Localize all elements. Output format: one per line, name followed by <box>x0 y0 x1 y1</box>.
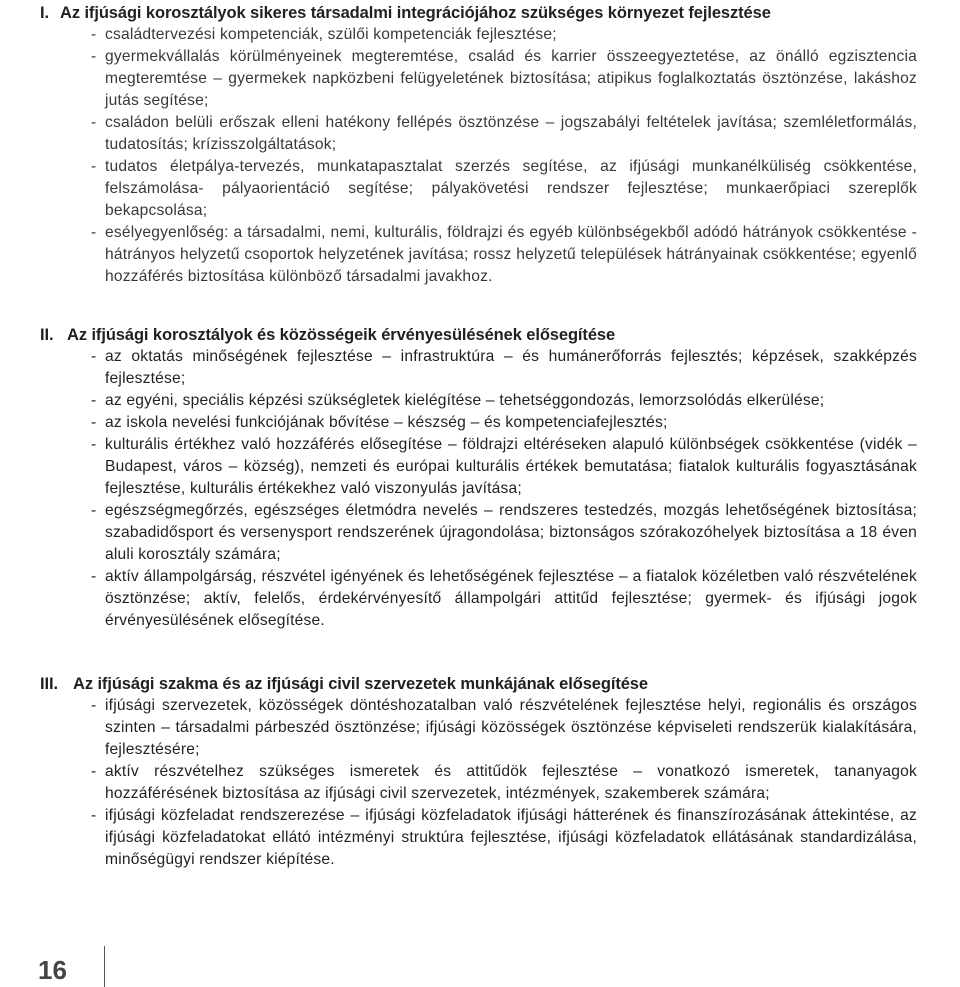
list-item <box>91 761 917 805</box>
section-1 <box>0 2 960 288</box>
section-heading <box>0 2 960 24</box>
section-list <box>0 695 960 871</box>
dash-marker: - <box>91 807 97 824</box>
list-item <box>91 156 917 222</box>
page-footer <box>0 946 105 987</box>
list-item-text: kulturális értékhez való hozzáférés elősegítése – földrajzi eltéréseken alapuló különbségek csökkentése (vidék – Budapest, város – község), nemzeti és európai kulturális értékek bemutatása; fiatalok kulturális fogyasztásának fejlesztése, kulturális értékekhez való viszonyulás javítása; <box>105 436 917 497</box>
section-2 <box>0 324 960 632</box>
dash-marker: - <box>91 568 97 585</box>
list-item <box>91 412 917 434</box>
list-item <box>91 24 917 46</box>
list-item <box>91 695 917 761</box>
list-item <box>91 390 917 412</box>
list-item-text: aktív részvételhez szükséges ismeretek és attitűdök fejlesztése – vonatkozó ismeretek, tananyagok hozzáférésének biztosítása az ifjúsági civil szervezetek, intézmények, szakemberek számára; <box>105 763 917 802</box>
section-number: I. <box>40 4 49 22</box>
section-list <box>0 24 960 288</box>
list-item <box>91 500 917 566</box>
list-item-text: tudatos életpálya-tervezés, munkatapasztalat szerzés segítése, az ifjúsági munkanélküliség csökkentése, felszámolása- pályaorientáció segítése; pályakövetési rendszer fejlesztése; munkaerőpiaci szereplők bekapcsolása; <box>105 158 917 219</box>
dash-marker: - <box>91 348 97 365</box>
dash-marker: - <box>91 114 97 131</box>
section-number: III. <box>40 675 58 693</box>
list-item <box>91 346 917 390</box>
dash-marker: - <box>91 392 97 409</box>
list-item <box>91 112 917 156</box>
dash-marker: - <box>91 697 97 714</box>
list-item-text: egészségmegőrzés, egészséges életmódra nevelés – rendszeres testedzés, mozgás lehetőségének biztosítása; szabadidősport és versenysport rendszerének újragondolása; biztonságos szórakozóhelyek biztosítása a 18 éven aluli korosztály számára; <box>105 502 917 563</box>
list-item-text: ifjúsági közfeladat rendszerezése – ifjúsági közfeladatok ifjúsági hátterének és finanszírozásának áttekintése, az ifjúsági közfeladatokat ellátó intézményi struktúra fejlesztése, ifjúsági közfeladatok ellátásának standardizálása, minőségügyi rendszer kiépítése. <box>105 807 917 868</box>
list-item-text: az iskola nevelési funkciójának bővítése – készség – és kompetenciafejlesztés; <box>105 414 668 431</box>
list-item-text: az egyéni, speciális képzési szükségletek kielégítése – tehetséggondozás, lemorzsolódás elkerülése; <box>105 392 825 409</box>
list-item-text: aktív állampolgárság, részvétel igényének és lehetőségének fejlesztése – a fiatalok közéletben való részvételének ösztönzése; aktív, felelős, érdekérvényesítő állampolgári attitűd fejlesztése; gyermek- és ifjúsági jogok érvényesülésének elősegítése. <box>105 568 917 629</box>
section-title: Az ifjúsági szakma és az ifjúsági civil szervezetek munkájának elősegítése <box>73 675 648 693</box>
list-item <box>91 805 917 871</box>
section-heading <box>0 324 960 346</box>
list-item-text: családon belüli erőszak elleni hatékony fellépés ösztönzése – jogszabályi feltételek javítása; szemléletformálás, tudatosítás; krízisszolgáltatások; <box>105 114 917 153</box>
list-item-text: családtervezési kompetenciák, szülői kompetenciák fejlesztése; <box>105 26 557 43</box>
section-title: Az ifjúsági korosztályok és közösségeik érvényesülésének elősegítése <box>67 326 616 344</box>
dash-marker: - <box>91 26 97 43</box>
section-list <box>0 346 960 632</box>
list-item <box>91 46 917 112</box>
section-title: Az ifjúsági korosztályok sikeres társadalmi integrációjához szükséges környezet fejlesztése <box>60 4 771 22</box>
dash-marker: - <box>91 436 97 453</box>
section-number: II. <box>40 326 54 344</box>
section-heading <box>0 673 960 695</box>
dash-marker: - <box>91 48 97 65</box>
dash-marker: - <box>91 158 97 175</box>
dash-marker: - <box>91 502 97 519</box>
page-number: 16 <box>38 955 67 985</box>
dash-marker: - <box>91 224 97 241</box>
section-3 <box>0 673 960 871</box>
list-item-text: az oktatás minőségének fejlesztése – infrastruktúra – és humánerőforrás fejlesztés; képzések, szakképzés fejlesztése; <box>105 348 917 387</box>
list-item <box>91 434 917 500</box>
list-item-text: ifjúsági szervezetek, közösségek döntéshozatalban való részvételének fejlesztése helyi, regionális és országos szinten – társadalmi párbeszéd ösztönzése; ifjúsági közösségek ösztönzése képviseleti rendszerük kialakítására, fejlesztésére; <box>105 697 917 758</box>
dash-marker: - <box>91 414 97 431</box>
dash-marker: - <box>91 763 97 780</box>
list-item-text: esélyegyenlőség: a társadalmi, nemi, kulturális, földrajzi és egyéb különbségekből adódó hátrányok csökkentése - hátrányos helyzetű csoportok helyzetének javítása; rossz helyzetű települések hátrányainak csökkentése; egyenlő hozzáférés biztosítása különböző társadalmi javakhoz. <box>105 224 917 285</box>
list-item <box>91 222 917 288</box>
list-item <box>91 566 917 632</box>
list-item-text: gyermekvállalás körülményeinek megteremtése, család és karrier összeegyeztetése, az önálló egzisztencia megteremtése – gyermekek napközbeni felügyeletének biztosítása; atipikus foglalkoztatás ösztönzése, lakáshoz jutás segítése; <box>105 48 917 109</box>
